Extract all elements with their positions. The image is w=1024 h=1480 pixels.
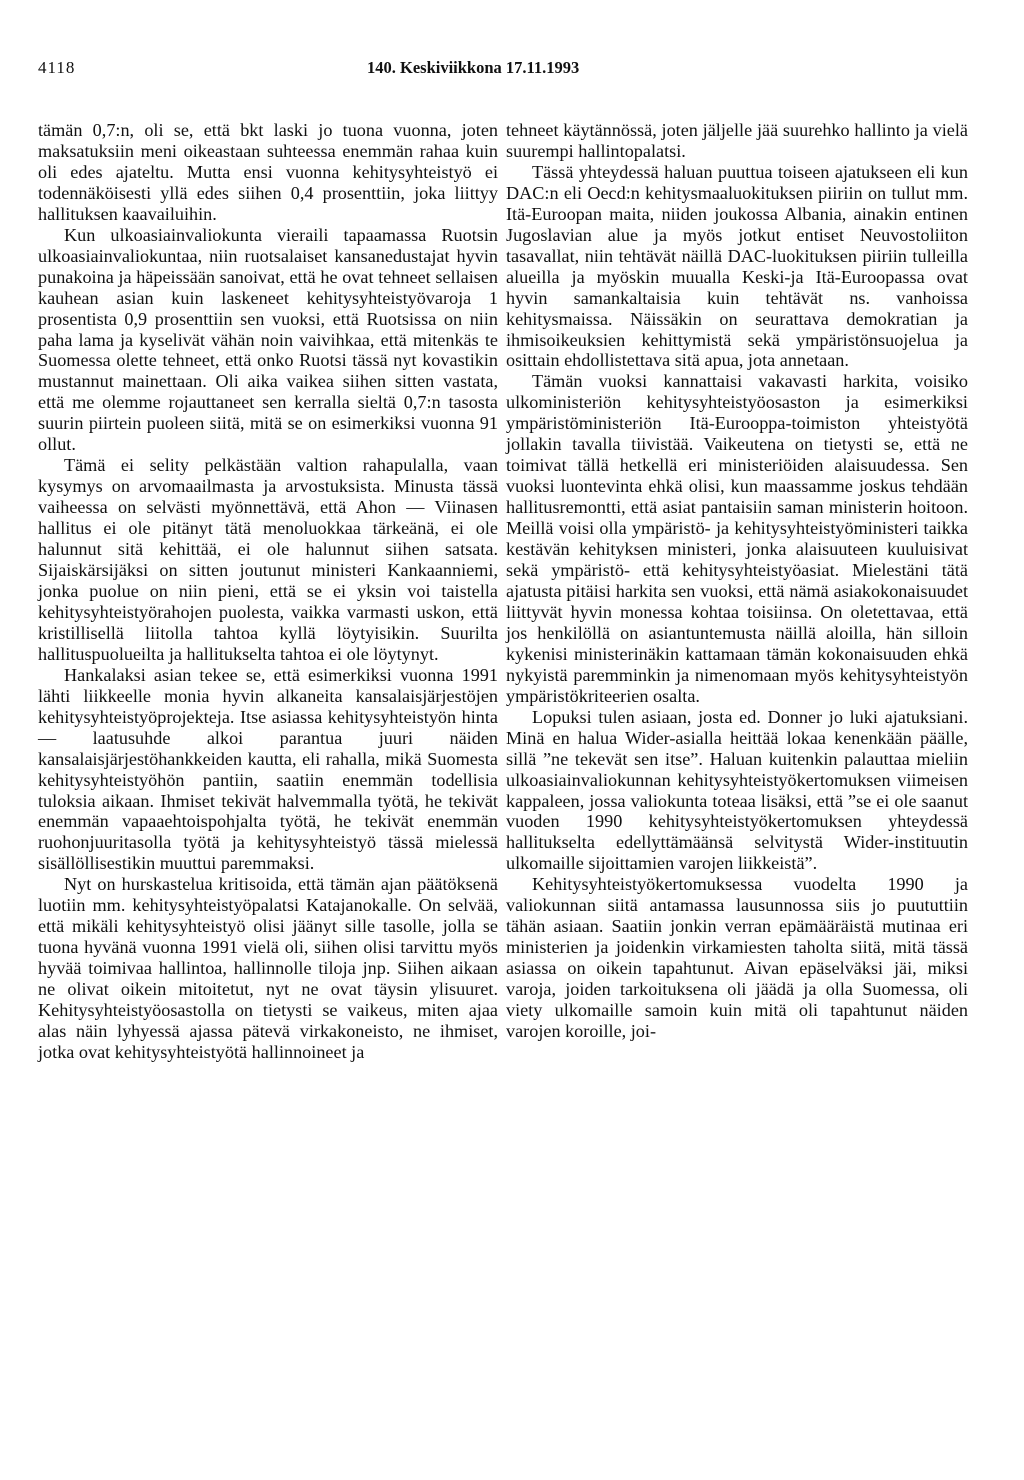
paragraph: Kehitysyhteistyökertomuksessa vuodelta 1990 ja valiokunnan siitä antamassa lausunnossa siis jo puututtiin tähän asiaan. Saatiin jonkin verran epämääräistä mutinaa eri ministerien ja joidenkin virkamiesten taholta siitä, mitä tässä asiassa on oikein tapahtunut. Aivan epäselväksi jäi, miksi varoja, joiden tarkoituksena oli jäädä ja olla Suomessa, oli viety ulkomaille samoin kuin mitä oli tapahtunut näiden varojen koroille, joi- [506,874,968,1041]
paragraph: Lopuksi tulen asiaan, josta ed. Donner jo luki ajatuksiani. Minä en halua Wider-asialla heittää lokaa kenenkään päälle, sillä ”ne tekevät sen itse”. Haluan kuitenkin palauttaa mieliin ulkoasiainvaliokunnan kehitysyhteistyökertomuksen viimeisen kappaleen, jossa valiokunta toteaa lisäksi, että ”se ei ole saanut vuoden 1990 kehitysyhteistyökertomuksen yhteydessä hallitukselta edellyttämäänsä selvitystä Wider-instituutin ulkomaille sijoittamien varojen liikkeistä”. [506,706,968,874]
page-header [0,58,1024,82]
paragraph: Tämän vuoksi kannattaisi vakavasti harkita, voisiko ulkoministeriön kehitysyhteistyöosaston ja esimerkiksi ympäristöministeriön Itä-Eurooppa-toimiston yhteistyötä jollakin tavalla tiivistää. Vaikeutena on tietysti se, että ne toimivat tällä hetkellä eri ministeriöiden alaisuudessa. Sen vuoksi luontevinta ehkä olisi, kun maassamme joskus tehdään hallitusremontti, että asiat pantaisiin saman ministerin hoitoon. Meillä voisi olla ympäristö- ja kehitysyhteistyöministeri taikka kestävän kehityksen ministeri, jonka alaisuuteen kuuluisivat sekä ympäristö- että kehitysyhteistyöasiat. Mielestäni tätä ajatusta pitäisi harkita sen vuoksi, että nämä asiakokonaisuudet liittyvät hyvin monessa kohtaa toisiinsa. On oletettavaa, että jos henkilöllä on asiantuntemusta näillä aloilla, hän silloin kykenisi ministerinäkin kattamaan tämän kokonaisuuden ehkä nykyistä paremminkin ja nimenomaan myös kehitysyhteistyön ympäristökriteerien osalta. [506,371,968,706]
paragraph: Tässä yhteydessä haluan puuttua toiseen ajatukseen eli kun DAC:n eli Oecd:n kehitysmaaluokituksen piiriin on tullut mm. Itä-Euroopan maita, niiden joukossa Albania, ainakin entinen Jugoslavian alue ja myös jotkut entiset Neuvostoliiton tasavallat, niin tehtävät näillä DAC-luokituksen piiriin tulleilla alueilla ja myöskin muualla Keski-ja Itä-Euroopassa ovat hyvin samankaltaisia kuin tehtävät ns. vanhoissa kehitysmaissa. Näissäkin on seurattava demokratian ja ihmisoikeuksien kehittymistä sekä ympäristönsuojelua ja osittain ehdollistettava sitä apua, jota annetaan. [506,161,968,371]
paragraph: Tämä ei selity pelkästään valtion rahapulalla, vaan kysymys on arvomaailmasta ja arvostuksista. Minusta tässä vaiheessa on selvästi myönnettävä, että Ahon — Viinasen hallitus ei ole pitänyt tätä menoluokkaa tärkeänä, ei ole halunnut sitä kehittää, ei ole halunnut siihen satsata. Sijaiskärsijäksi on sitten joutunut ministeri Kankaanniemi, jonka puolue on niin pieni, että se ei yksin voi taistella kehitysyhteistyörahojen puolesta, vaikka varmasti uskon, että kristillisellä liitolla tahtoa kyllä löytyisikin. Suurilta hallituspuolueilta ja hallitukselta tahtoa ei ole löytynyt. [38,455,498,664]
paragraph: Hankalaksi asian tekee se, että esimerkiksi vuonna 1991 lähti liikkeelle monia hyvin alkaneita kansalaisjärjestöjen kehitysyhteistyöprojekteja. Itse asiassa kehitysyhteistyön hinta — laatusuhde alkoi parantua juuri näiden kansalaisjärjestöhankkeiden kautta, eli rahalla, mikä Suomesta kehitysyhteistyöhön pantiin, saatiin enemmän todellisia tuloksia aikaan. Ihmiset tekivät halvemmalla työtä, he tekivät enemmän vapaaehtoispohjalta työtä, he tekivät enemmän ruohonjuuritasolla työtä ja kehitysyhteistyö tässä mielessä sisällöllisestikin muuttui paremmaksi. [38,664,498,874]
left-column [38,120,498,1063]
page-number: 4118 [38,58,76,77]
paragraph: tämän 0,7:n, oli se, että bkt laski jo tuona vuonna, joten maksatuksiin meni oikeastaan suhteessa enemmän rahaa kuin oli edes ajateltu. Mutta ensi vuonna kehitysyhteistyö ei todennäköisesti yllä edes siihen 0,4 prosenttiin, joka liittyy hallituksen kaavailuihin. [38,120,498,224]
paragraph: Kun ulkoasiainvaliokunta vieraili tapaamassa Ruotsin ulkoasiainvaliokuntaa, niin ruotsalaiset kansanedustajat hyvin punakoina ja häpeissään sanoivat, että he ovat tehneet sellaisen kauhean asian kuin laskeneet kehitysyhteistyövaroja 1 prosentista 0,9 prosenttiin sen vuoksi, että Ruotsissa on niin paha lama ja kyselivät vähän noin vaivihkaa, että mitenkäs te Suomessa olette tehneet, että onko Ruotsi tässä nyt kovastikin mustannut mainettaan. Oli aika vaikea siihen sitten vastata, että me olemme rojauttaneet sen kerralla sieltä 0,7:n tasosta suurin piirtein puoleen siitä, mitä se on esimerkiksi vuonna 91 ollut. [38,224,498,455]
paragraph: Nyt on hurskastelua kritisoida, että tämän ajan päätöksenä luotiin mm. kehitysyhteistyöpalatsi Katajanokalle. On selvää, että mikäli kehitysyhteistyö olisi jäänyt sille tasolle, jolla se tuona hyvänä vuonna 1991 vielä oli, siihen olisi tarvittu myös hyvää toimivaa hallintoa, hallinnolle tiloja jnp. Siihen aikaan ne olivat oikein mitoitetut, nyt ne ovat täysin ylisuuret. Kehitysyhteistyöosastolla on tietysti se vaikeus, miten ajaa alas näin lyhyessä ajassa pätevä virkakoneisto, ne ihmiset, jotka ovat kehitysyhteistyötä hallinnoineet ja [38,874,498,1062]
issue-date: 140. Keskiviikkona 17.11.1993 [367,58,580,77]
paragraph: tehneet käytännössä, joten jäljelle jää suurehko hallinto ja vielä suurempi hallintopalatsi. [506,120,968,161]
right-column [506,120,968,1042]
